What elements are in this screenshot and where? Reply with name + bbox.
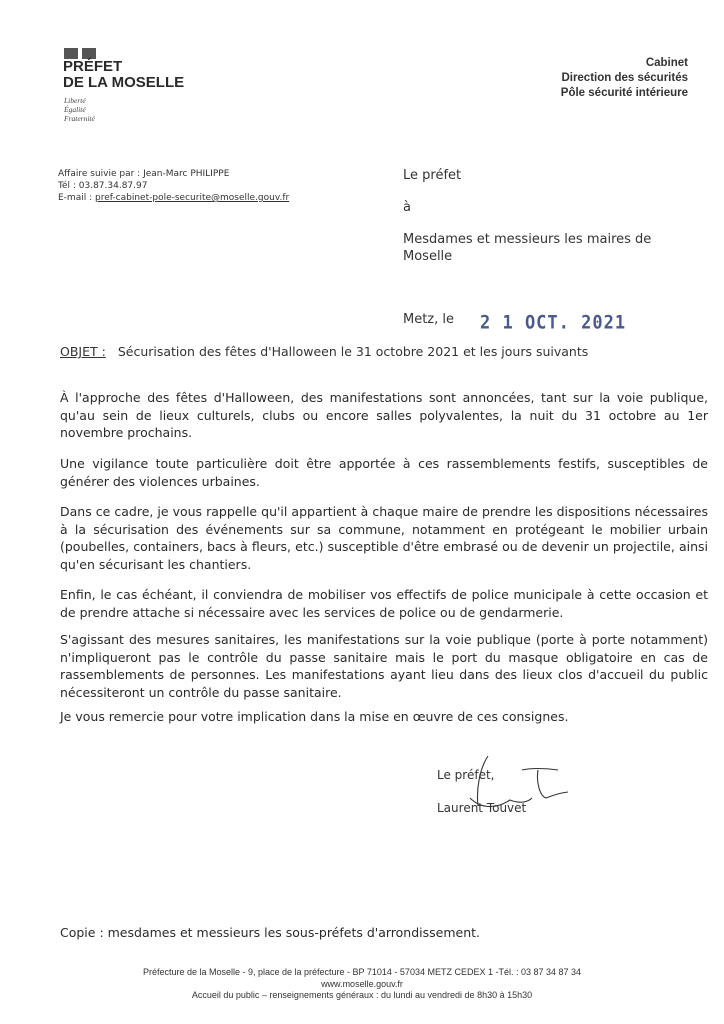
paragraph: À l'approche des fêtes d'Halloween, des manifestations sont annoncées, tant sur la voie publique, qu'au sein de lieux culturels, clubs ou encore salles polyvalentes, la nuit du 31 octobre au 1er novembre prochains.	[60, 390, 708, 440]
devise-line: Liberté	[64, 96, 86, 105]
footer-address: Préfecture de la Moselle - 9, place de la préfecture - BP 71014 - 57034 METZ CEDEX 1 -Tél. : 03 87 34 87 34	[142, 967, 582, 977]
service-line: Cabinet	[645, 57, 688, 69]
paragraph: Je vous remercie pour votre implication dans la mise en œuvre de ces consignes.	[60, 709, 569, 724]
recipient-line: Moselle	[403, 249, 453, 264]
logo-line: PRÉFET	[63, 58, 123, 75]
email-label: E-mail :	[58, 193, 95, 203]
logo-line: DE LA MOSELLE	[63, 74, 185, 91]
marianne-logo-icon	[64, 44, 98, 55]
devise	[64, 96, 95, 123]
objet-text: Sécurisation des fêtes d'Halloween le 31 octobre 2021 et les jours suivants	[117, 344, 589, 359]
sender: Le préfet	[403, 168, 462, 183]
signature-closing: Le préfet,	[437, 768, 495, 782]
objet	[60, 344, 588, 359]
service-line: Direction des sécurités	[561, 72, 688, 84]
paragraph: Enfin, le cas échéant, il conviendra de mobiliser vos effectifs de police municipale à cette occasion et de prendre attache si nécessaire avec les services de police ou de gendarmerie.	[60, 587, 708, 620]
contact-block	[58, 168, 289, 204]
copie: Copie : mesdames et messieurs les sous-préfets d'arrondissement.	[60, 925, 481, 940]
service-block	[561, 56, 688, 101]
contact-person: Affaire suivie par : Jean-Marc PHILIPPE	[58, 169, 230, 179]
devise-line: Fraternité	[64, 114, 95, 123]
signatory-name: Laurent Touvet	[437, 801, 527, 815]
footer-hours: Accueil du public – renseignements généraux : du lundi au vendredi de 8h30 à 15h30	[191, 990, 533, 1000]
contact-phone: Tél : 03.87.34.87.97	[58, 181, 148, 191]
to-word: à	[403, 200, 411, 215]
date-stamp: 2 1 OCT. 2021	[480, 312, 627, 334]
paragraph: Dans ce cadre, je vous rappelle qu'il appartient à chaque maire de prendre les dispositions nécessaires à la sécurisation des événements sur sa commune, notamment en protégeant le mobilier urbain (poubelles, containers, bacs à fleurs, etc.) susceptible d'être embrasé ou de devenir un projectile, ainsi qu'en sécurisant les chantiers.	[60, 504, 708, 572]
email-link[interactable]: pref-cabinet-pole-securite@moselle.gouv.fr	[94, 193, 290, 203]
footer-website: www.moselle.gouv.fr	[321, 978, 403, 989]
objet-label: OBJET :	[60, 344, 106, 359]
date-place: Metz, le	[403, 312, 455, 327]
prefecture-logo-title	[63, 59, 184, 91]
recipient-line: Mesdames et messieurs les maires de	[403, 232, 652, 247]
recipient	[403, 231, 651, 265]
paragraph: S'agissant des mesures sanitaires, les manifestations sur la voie publique (porte à porte notamment) n'impliqueront pas le contrôle du passe sanitaire mais le port du masque obligatoire en cas de rassemblements de personnes. Les manifestations ayant lieu dans des lieux clos d'accueil du public nécessiteront un contrôle du passe sanitaire.	[60, 632, 708, 700]
paragraph: Une vigilance toute particulière doit être apportée à ces rassemblements festifs, susceptibles de générer des violences urbaines.	[60, 456, 708, 489]
service-line: Pôle sécurité intérieure	[560, 87, 688, 99]
footer	[0, 967, 724, 1002]
devise-line: Égalité	[64, 105, 86, 114]
